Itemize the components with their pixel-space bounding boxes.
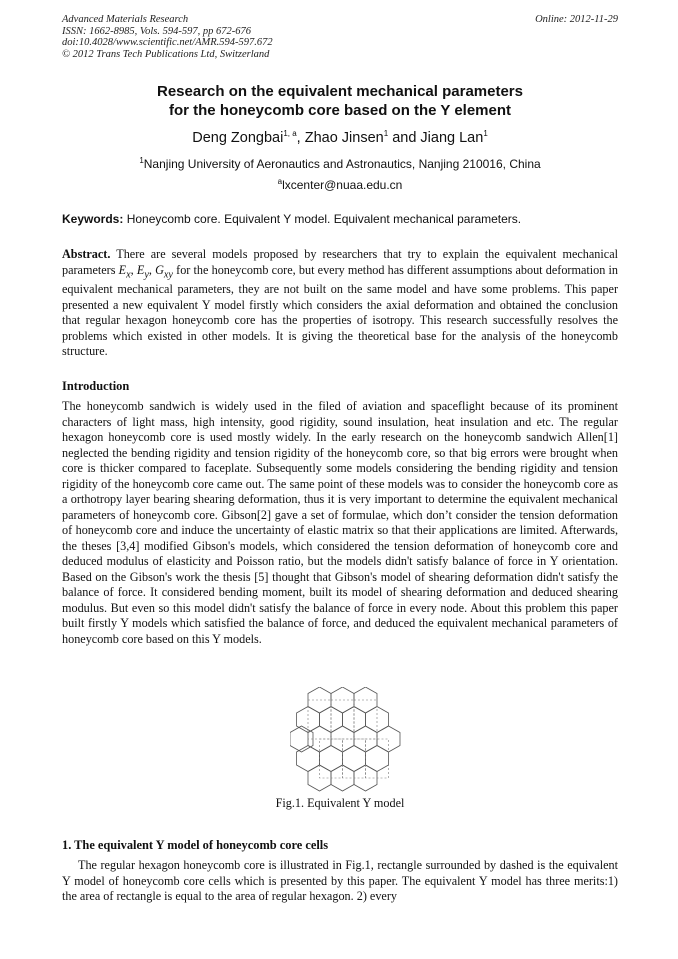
keywords-text: Honeycomb core. Equivalent Y model. Equivalent mechanical parameters. — [123, 212, 522, 226]
title-line-1: Research on the equivalent mechanical parameters — [157, 83, 523, 100]
email-address[interactable]: lxcenter@nuaa.edu.cn — [282, 178, 403, 192]
journal-issn: ISSN: 1662-8985, Vols. 594-597, pp 672-676 — [62, 25, 251, 37]
paper-title — [62, 82, 618, 120]
author-list — [62, 130, 618, 146]
comma: , — [148, 262, 156, 277]
subscript-y: y — [144, 268, 149, 280]
author-2: Zhao Jinsen — [304, 130, 384, 146]
subscript-xy: xy — [163, 268, 173, 280]
author-3-marker: 1 — [483, 129, 488, 139]
journal-copyright: © 2012 Trans Tech Publications Ltd, Switzerland — [62, 48, 270, 60]
author-1-marker: 1, a — [283, 129, 297, 139]
journal-name: Advanced Materials Research — [62, 14, 189, 25]
section-1-heading: 1. The equivalent Y model of honeycomb core cells — [62, 838, 329, 852]
hexagon-cell — [343, 746, 366, 772]
affiliation-marker: 1 — [139, 156, 144, 165]
affiliation-text: Nanjing University of Aeronautics and Astronautics, Nanjing 210016, China — [143, 157, 541, 171]
affiliation — [62, 157, 618, 171]
abstract — [62, 247, 618, 360]
abstract-label: Abstract. — [62, 247, 111, 261]
author-3: Jiang Lan — [420, 130, 484, 146]
hexagon-cell — [331, 687, 354, 713]
author-email — [62, 178, 618, 192]
hexagon-cell — [354, 687, 377, 713]
introduction-heading: Introduction — [62, 379, 130, 393]
equivalent-y-rectangles — [308, 700, 389, 778]
symbol-ex — [118, 262, 131, 280]
online-date: Online: 2012-11-29 — [535, 14, 618, 25]
keywords-label: Keywords: — [62, 212, 124, 226]
honeycomb-figure — [290, 687, 405, 797]
author-separator: and — [388, 130, 421, 146]
subscript-x: x — [126, 268, 131, 280]
introduction-body: The honeycomb sandwich is widely used in the filed of aviation and spaceflight because of its prominent characters of light mass, high intensity, good rigidity, sound insulation, heat insulation and etc. The regular hexagon honeycomb core is used mostly widely. In the early research on the honeycomb sandwich Allen[1] neglected the bending rigidity and tension rigidity of the honeycomb core, so that big errors were brought when core is thicker compared to faceplate. Subsequently some models considering the bending rigidity and tension rigidity of the honeycomb core came out. The same point of these models was to consider the honeycomb core as a orthotropy layer bearing shearing deformation, thus it is very important to determine the equivalent mechanical parameters of honeycomb core. Gibson[2] gave a set of formulae, which don’t consider the tension deformation of honeycomb core and induce the uncertainty of elastic matrix so that their applications are limited. Afterwards, the theses [3,4] modified Gibson's models, which considered the tension deformation of honeycomb core and deduced modulus of elasticity and Poisson ratio, but the models didn't satisfy balance of force in Y orientation. Based on the Gibson's work the thesis [5] thought that Gibson's model of shearing deformation didn't satisfy the balance of force. It considered bending moment, built its model of shearing deformation and deduced shearing modulus. But even so this model didn't satisfy the balance of force in every node. About this problem this paper built firstly Y models which satisfied the balance of force, and deduced the equivalent mechanical parameters of honeycomb core based on this Y models. — [62, 399, 618, 646]
abstract-text: There are several models proposed by researchers that try to explain the equivalent mechanical parameters — [62, 247, 618, 277]
hexagon-cell — [320, 746, 343, 772]
author-2-marker: 1 — [383, 129, 389, 139]
author-1: Deng Zongbai — [192, 130, 284, 146]
abstract-text: for the honeycomb core, but every method has different assumptions about deformation in equivalent mechanical parameters, they are not built on the same model and have some problems. This paper presented a new equivalent Y model firstly which considers the axial deformation and obtained the conclusion that regular hexagon honeycomb core has the properties of isotropy. This research successfully resolves the problems which existed in other models. It is giving the theoretical base for the analysis of the honeycomb structure. — [62, 262, 619, 359]
symbol-gxy — [155, 262, 173, 280]
author-separator: , — [296, 130, 305, 146]
section-1-body — [62, 858, 618, 905]
figure-caption: Fig.1. Equivalent Y model — [275, 796, 405, 810]
hexagon-cell — [366, 746, 389, 772]
email-marker: a — [277, 177, 283, 186]
journal-doi: doi:10.4028/www.scientific.net/AMR.594-597.672 — [62, 37, 273, 49]
journal-header — [62, 14, 618, 60]
section-1-text: The regular hexagon honeycomb core is illustrated in Fig.1, rectangle surrounded by dashed is the equivalent Y model of honeycomb core cells which is presented by this paper. The equivalent Y model has three merits:1) the area of rectangle is equal to the area of regular hexagon. 2) every — [62, 858, 618, 903]
hexagon-cell — [297, 746, 320, 772]
keywords — [62, 212, 618, 226]
symbol-ey — [136, 262, 149, 280]
hexagon-cell — [308, 687, 331, 713]
hexagon-cell — [290, 726, 313, 752]
symbol-e: E — [118, 262, 127, 277]
symbol-e: E — [136, 262, 145, 277]
title-line-2: for the honeycomb core based on the Y element — [168, 102, 512, 119]
comma: , — [130, 262, 137, 277]
symbol-g: G — [155, 262, 164, 277]
